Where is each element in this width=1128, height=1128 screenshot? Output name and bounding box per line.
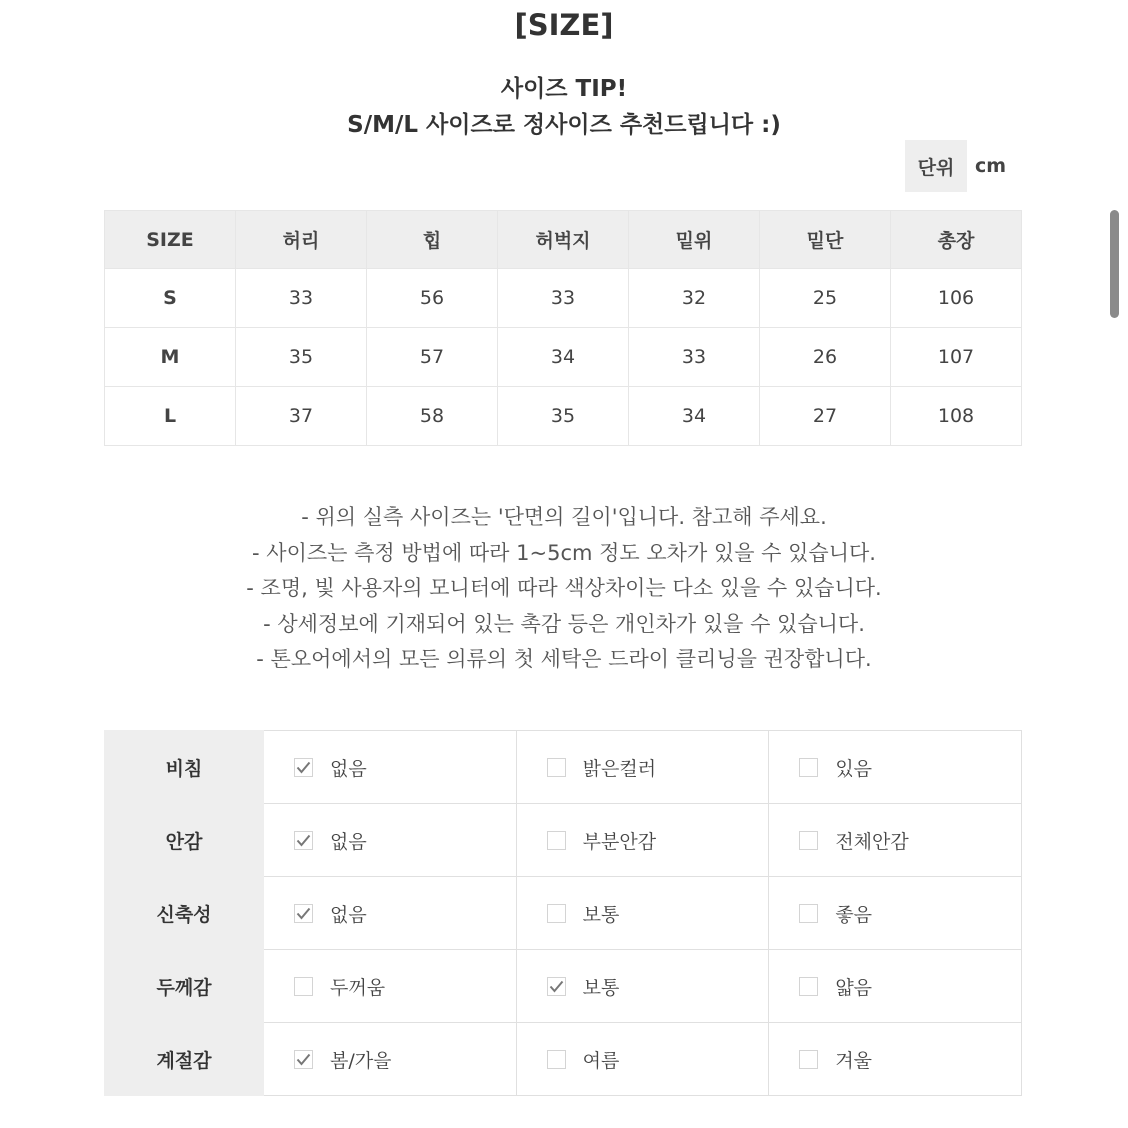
- option-label: 있음: [835, 757, 873, 780]
- attribute-row-stretch: [105, 877, 1022, 950]
- table-cell: 35: [498, 387, 629, 446]
- checkbox-empty-icon: [547, 1050, 566, 1069]
- attribute-row-lining: [105, 804, 1022, 877]
- header-waist: 허리: [236, 211, 367, 269]
- table-cell: 32: [629, 269, 760, 328]
- size-cell: M: [105, 328, 236, 387]
- option-label: 좋음: [835, 903, 873, 926]
- option-label: 보통: [582, 903, 620, 926]
- header-rise: 밑위: [629, 211, 760, 269]
- attribute-row-sheerness: [105, 731, 1022, 804]
- attribute-option-cell: [264, 731, 517, 804]
- header-hip: 힙: [367, 211, 498, 269]
- table-cell: 106: [891, 269, 1022, 328]
- table-cell: 57: [367, 328, 498, 387]
- note-line: - 상세정보에 기재되어 있는 촉감 등은 개인차가 있을 수 있습니다.: [263, 611, 865, 636]
- attribute-row-thickness: [105, 950, 1022, 1023]
- attribute-option-cell: [769, 804, 1022, 877]
- attribute-label: 신축성: [105, 877, 264, 950]
- attribute-option-cell: [516, 950, 769, 1023]
- checkbox-checked-icon: [547, 977, 566, 996]
- attribute-option-cell: [264, 877, 517, 950]
- unit-label: 단위: [905, 140, 967, 192]
- checkbox-empty-icon: [547, 904, 566, 923]
- table-row: [105, 387, 1022, 446]
- option-label: 두꺼움: [330, 976, 386, 999]
- attribute-option: [517, 754, 769, 781]
- attribute-label: 안감: [105, 804, 264, 877]
- table-cell: 34: [498, 328, 629, 387]
- table-cell: 27: [760, 387, 891, 446]
- attribute-option-cell: [769, 950, 1022, 1023]
- option-label: 전체안감: [835, 830, 909, 853]
- table-cell: 33: [629, 328, 760, 387]
- size-tip-heading: 사이즈 TIP!: [500, 76, 628, 102]
- attribute-option: [264, 754, 516, 781]
- attribute-label: 두께감: [105, 950, 264, 1023]
- table-row: [105, 328, 1022, 387]
- checkbox-checked-icon: [294, 1050, 313, 1069]
- note-line: - 위의 실측 사이즈는 '단면의 길이'입니다. 참고해 주세요.: [301, 505, 827, 529]
- attribute-option: [264, 1046, 516, 1073]
- header-hem: 밑단: [760, 211, 891, 269]
- attribute-option: [769, 754, 1021, 781]
- attribute-option-cell: [516, 731, 769, 804]
- size-cell: S: [105, 269, 236, 328]
- attribute-option: [769, 1046, 1021, 1073]
- table-cell: 108: [891, 387, 1022, 446]
- fabric-attributes-table: [104, 730, 1022, 1096]
- table-cell: 25: [760, 269, 891, 328]
- checkbox-empty-icon: [799, 758, 818, 777]
- table-cell: 37: [236, 387, 367, 446]
- attribute-option: [264, 973, 516, 1000]
- option-label: 부분안감: [582, 830, 657, 853]
- attribute-option-cell: [264, 804, 517, 877]
- checkbox-empty-icon: [547, 831, 566, 850]
- option-label: 없음: [330, 903, 367, 926]
- attribute-option: [769, 973, 1021, 1000]
- scrollbar-thumb[interactable]: [1110, 210, 1119, 318]
- attribute-option: [769, 900, 1021, 927]
- attribute-option-cell: [516, 1023, 769, 1096]
- table-cell: 56: [367, 269, 498, 328]
- checkbox-empty-icon: [799, 1050, 818, 1069]
- table-cell: 107: [891, 328, 1022, 387]
- size-table: [104, 210, 1022, 446]
- option-label: 없음: [330, 830, 367, 853]
- header-size: SIZE: [105, 211, 236, 269]
- attribute-option-cell: [769, 1023, 1022, 1096]
- table-cell: 35: [236, 328, 367, 387]
- attribute-option-cell: [769, 731, 1022, 804]
- attribute-row-season: [105, 1023, 1022, 1096]
- option-label: 여름: [582, 1049, 620, 1072]
- table-row: [105, 269, 1022, 328]
- attribute-option-cell: [516, 877, 769, 950]
- attribute-option: [517, 1046, 769, 1073]
- option-label: 없음: [330, 757, 367, 780]
- checkbox-checked-icon: [294, 758, 313, 777]
- attribute-option: [517, 827, 769, 854]
- unit-value: cm: [975, 155, 1007, 177]
- size-notes: [0, 500, 1128, 678]
- size-table-header-row: [105, 211, 1022, 269]
- note-line: - 톤오어에서의 모든 의류의 첫 세탁은 드라이 클리닝을 권장합니다.: [256, 647, 872, 671]
- attribute-option-cell: [264, 1023, 517, 1096]
- table-cell: 58: [367, 387, 498, 446]
- table-cell: 33: [236, 269, 367, 328]
- attribute-option: [264, 827, 516, 854]
- attribute-label: 계절감: [105, 1023, 264, 1096]
- header-thigh: 허벅지: [498, 211, 629, 269]
- checkbox-empty-icon: [294, 977, 313, 996]
- table-cell: 26: [760, 328, 891, 387]
- size-recommendation: S/M/L 사이즈로 정사이즈 추천드립니다 :): [347, 112, 781, 138]
- attribute-option: [517, 973, 769, 1000]
- attribute-option: [769, 827, 1021, 854]
- checkbox-empty-icon: [799, 904, 818, 923]
- checkbox-checked-icon: [294, 904, 313, 923]
- checkbox-checked-icon: [294, 831, 313, 850]
- attribute-option: [517, 900, 769, 927]
- attribute-label: 비침: [105, 731, 264, 804]
- checkbox-empty-icon: [799, 831, 818, 850]
- page-title: [SIZE]: [514, 8, 614, 42]
- option-label: 봄/가을: [330, 1049, 392, 1072]
- attribute-option-cell: [264, 950, 517, 1023]
- table-cell: 33: [498, 269, 629, 328]
- attribute-option-cell: [516, 804, 769, 877]
- option-label: 얇음: [835, 976, 873, 999]
- header-length: 총장: [891, 211, 1022, 269]
- table-cell: 34: [629, 387, 760, 446]
- option-label: 보통: [582, 976, 620, 999]
- note-line: - 조명, 빛 사용자의 모니터에 따라 색상차이는 다소 있을 수 있습니다.: [246, 576, 882, 600]
- option-label: 밝은컬러: [582, 757, 657, 780]
- note-line: - 사이즈는 측정 방법에 따라 1~5cm 정도 오차가 있을 수 있습니다.: [252, 540, 876, 565]
- checkbox-empty-icon: [547, 758, 566, 777]
- option-label: 겨울: [835, 1049, 873, 1072]
- size-cell: L: [105, 387, 236, 446]
- checkbox-empty-icon: [799, 977, 818, 996]
- attribute-option: [264, 900, 516, 927]
- attribute-option-cell: [769, 877, 1022, 950]
